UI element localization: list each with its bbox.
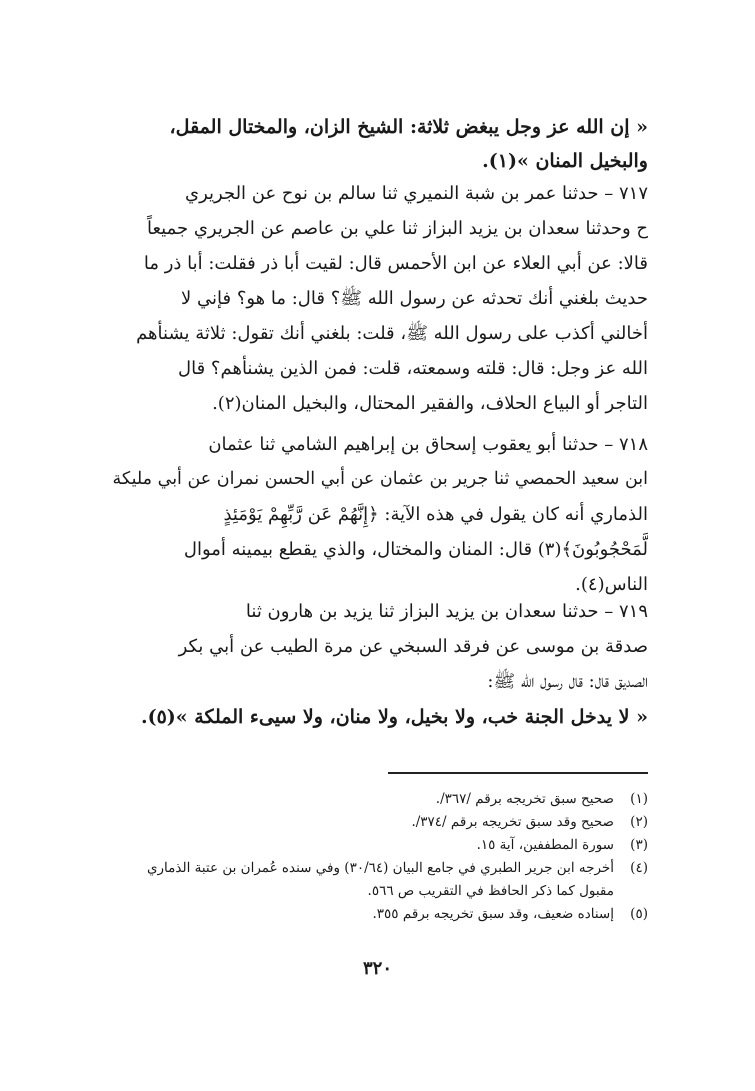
footnote [112, 811, 648, 834]
footnote [112, 834, 648, 857]
text-line: ٧١٩ – حدثنا سعدان بن يزيد البزاز ثنا يزيد بن هارون ثنا [245, 601, 648, 622]
footnote-number: (٣) [630, 837, 648, 853]
footnote-text: سورة المطففين، آية ١٥. [476, 837, 614, 853]
text-line: قالا: عن أبي العلاء عن ابن الأحمس قال: لقيت أبا ذر فقلت: أبا ذر ما [143, 253, 648, 274]
text-line: الناس(٤). [575, 574, 648, 595]
opening-hadith-quote [112, 110, 648, 178]
text-line: ٧١٨ – حدثنا أبو يعقوب إسحاق بن إبراهيم الشامي ثنا عثمان [208, 434, 648, 455]
text-line: ٧١٧ – حدثنا عمر بن شبة النميري ثنا سالم بن نوح عن الجريري [184, 183, 648, 204]
text-line: الله عز وجل: قال: قلته وسمعته، قلت: فمن الذين يشنأهم؟ قال [178, 358, 648, 379]
hadith-719 [112, 594, 648, 699]
text-line: لَّمَحْجُوبُونَ﴾(٣) قال: المنان والمختال، والذي يقطع بيمينه أموال [183, 539, 648, 560]
footnote-text: أخرجه ابن جرير الطبري في جامع البيان (٣٠/٦٤) وفي سنده عُمران بن عتبة الذماري مقبول كما ذكر الحافظ في التقريب ص ٥٦٦. [146, 860, 614, 899]
footnote-number: (٤) [630, 860, 648, 876]
footnote-text: صحيح وقد سبق تخريجه برقم /٣٧٤/. [411, 814, 614, 830]
text-line: حديث بلغني أنك تحدثه عن رسول الله ﷺ؟ قال: ما هو؟ فإني لا [181, 288, 648, 309]
text-line: أخالني أكذب على رسول الله ﷺ، قلت: بلغني أنك تقول: ثلاثة يشنأهم [136, 323, 648, 344]
text-line: صدقة بن موسى عن فرقد السبخي عن مرة الطيب عن أبي بكر [178, 636, 648, 657]
text-line: « إن الله عز وجل يبغض ثلاثة: الشيخ الزان، والمختال المقل، [169, 116, 648, 138]
footnote-text: صحيح سبق تخريجه برقم /٣٦٧/. [435, 791, 614, 807]
text-line: الذماري أنه كان يقول في هذه الآية: ﴿إِنَّهُمْ عَن رَّبِّهِمْ يَوْمَئِذٍ [223, 504, 648, 525]
footnote [112, 903, 648, 926]
text-line: ح وحدثنا سعدان بن يزيد البزاز ثنا علي بن عاصم عن الجريري جميعاً [146, 218, 648, 239]
footnote-separator [388, 772, 648, 774]
text-line: ابن سعيد الحمصي ثنا جرير بن عثمان عن أبي الحسن نمران عن أبي مليكة [112, 469, 648, 489]
footnote-text: إسناده ضعيف، وقد سبق تخريجه برقم ٣٥٥. [372, 906, 614, 922]
text-line: « لا يدخل الجنة خب، ولا بخيل، ولا منان، ولا سيىء الملكة »(٥). [140, 706, 648, 728]
closing-hadith-quote [112, 700, 648, 734]
page-number: ٣٢٠ [362, 958, 392, 979]
footnote-number: (٢) [630, 814, 648, 830]
text-line: والبخيل المنان »(١). [482, 150, 648, 172]
footnote [112, 788, 648, 811]
footnotes [112, 788, 648, 926]
hadith-717 [112, 176, 648, 421]
footnote-number: (١) [630, 791, 648, 807]
footnote-number: (٥) [630, 906, 648, 922]
hadith-718 [112, 427, 648, 602]
text-line: التاجر أو البياع الحلاف، والفقير المحتال، والبخيل المنان(٢). [212, 393, 648, 414]
text-line: الصديق قال: قال رسول الله ﷺ: [487, 671, 648, 692]
footnote [112, 857, 648, 903]
